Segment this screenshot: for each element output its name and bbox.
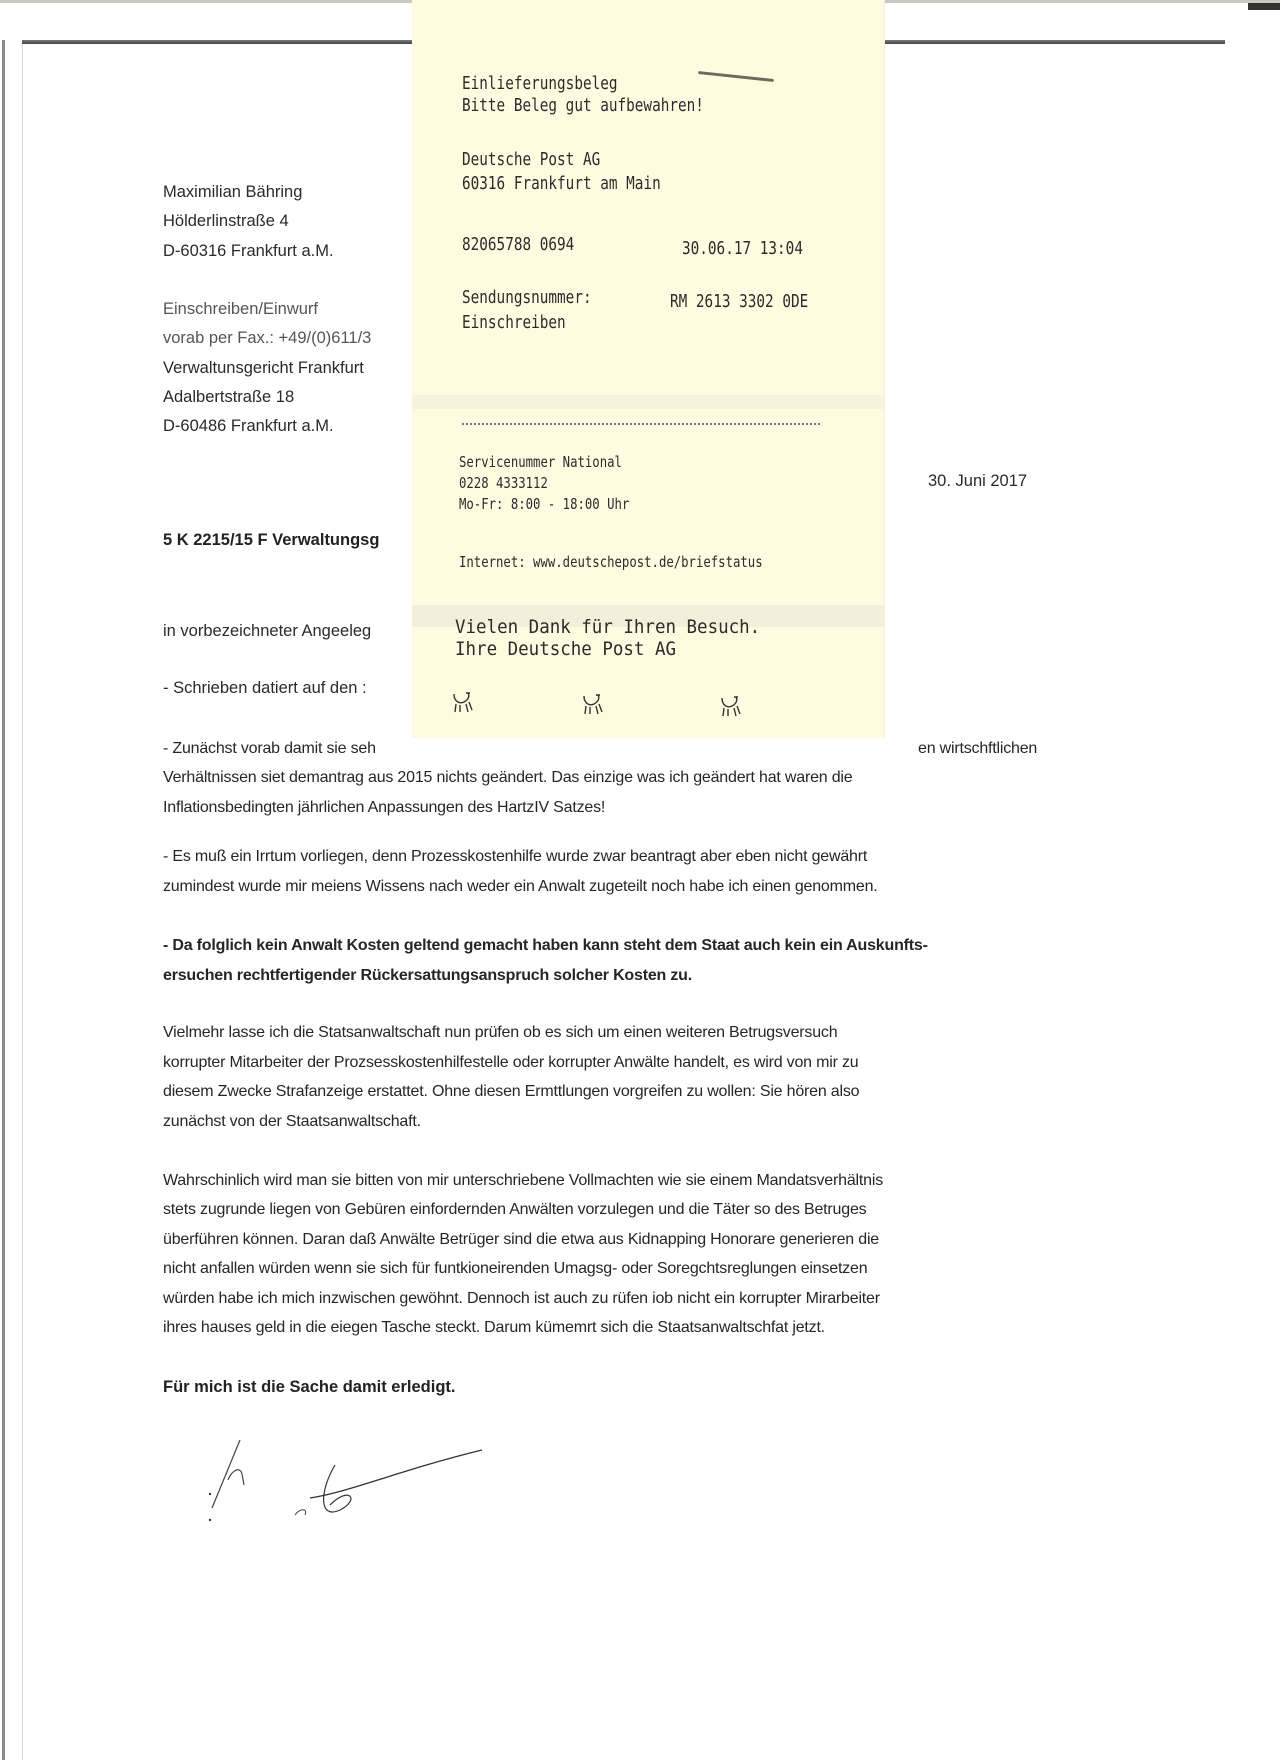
receipt-hours: Mo-Fr: 8:00 - 18:00 Uhr [459,495,630,513]
paragraph-2-line-3: Inflationsbedingten jährlichen Anpassungen des HartzIV Satzes! [163,799,606,816]
receipt-hotline-number: 0228 4333112 [459,474,548,492]
sender-name: Maximilian Bähring [163,183,303,201]
paragraph-3-line-1: - Es muß ein Irrtum vorliegen, denn Prozesskostenhilfe wurde zwar beantragt aber eben nicht gewährt [163,848,868,865]
paragraph-4-line-1: - Da folglich kein Anwalt Kosten geltend gemacht haben kann steht dem Staat auch kein ein Auskunfts- [163,937,928,954]
paragraph-2-line-1-right: en wirtschftlichen [918,740,1038,757]
paragraph-5-line-2: korrupter Mitarbeiter der Prozsesskostenhilfestelle oder korrupter Anwälte handelt, es wird von mir zu [163,1054,859,1071]
receipt-thanks: Vielen Dank für Ihren Besuch. [455,616,761,638]
posthorn-icon [718,694,744,720]
paragraph-1: - Schrieben datiert auf den : [163,679,367,697]
handwritten-signature [200,1430,500,1540]
receipt-tracking-number: RM 2613 3302 0DE [670,292,809,312]
recipient-street: Adalbertstraße 18 [163,388,295,406]
closing-line: Für mich ist die Sache damit erledigt. [163,1378,456,1396]
sender-city: D-60316 Frankfurt a.M. [163,242,334,260]
paragraph-6-line-6: ihres hauses geld in die eiegen Tasche steckt. Darum kümemrt sich die Staatsanwaltschfat jetzt. [163,1319,825,1336]
delivery-method: Einschreiben/Einwurf [163,300,318,318]
receipt-branch: 60316 Frankfurt am Main [462,174,661,194]
receipt-tracking-label: Sendungsnummer: [462,288,592,308]
receipt-internet: Internet: www.deutschepost.de/briefstatus [459,553,763,571]
paragraph-6-line-4: nicht anfallen würden wenn sie sich für funtkioneirenden Umagsg- oder Soregchtsreglungen einsetzen [163,1260,868,1277]
receipt-company: Deutsche Post AG [462,150,601,170]
paragraph-6-line-1: Wahrschinlich wird man sie bitten von mir unterschriebene Vollmachten wie sie einem Mandatsverhältnis [163,1172,883,1189]
receipt-dotted-separator [462,423,820,425]
receipt-service: Einschreiben [462,313,566,333]
paragraph-5-line-1: Vielmehr lasse ich die Statsanwaltschaft nun prüfen ob es sich um einen weiteren Betrugsversuch [163,1024,838,1041]
fax-line: vorab per Fax.: +49/(0)611/3 [163,329,372,347]
paragraph-3-line-2: zumindest wurde mir meiens Wissens nach weder ein Anwalt zugeteilt noch habe ich einen genommen. [163,878,878,895]
receipt-datetime: 30.06.17 13:04 [682,239,803,259]
receipt-terminal-id: 82065788 0694 [462,235,575,255]
letter-date: 30. Juni 2017 [928,472,1028,490]
recipient-name: Verwaltunsgericht Frankfurt [163,359,364,377]
receipt-shadow-band [412,395,884,409]
recipient-city: D-60486 Frankfurt a.M. [163,417,334,435]
posthorn-icon [580,692,606,718]
post-receipt [412,0,884,738]
paragraph-5-line-4: zunächst von der Staatsanwaltschaft. [163,1113,421,1130]
paragraph-6-line-3: überführen können. Daran daß Anwälte Betrüger sind die etwa aus Kidnapping Honorare generieren die [163,1231,879,1248]
receipt-notice: Bitte Beleg gut aufbewahren! [462,96,704,116]
receipt-hotline-label: Servicenummer National [459,453,622,471]
paragraph-2-line-2: Verhältnissen siet demantrag aus 2015 nichts geändert. Das einzige was ich geändert hat waren die [163,769,853,786]
paragraph-6-line-2: stets zugrunde liegen von Gebüren einfordernden Anwälten vorzulegen und die Täter so des Betruges [163,1201,867,1218]
sender-street: Hölderlinstraße 4 [163,212,289,230]
subject-line: 5 K 2215/15 F Verwaltungsg [163,531,380,549]
receipt-title: Einlieferungsbeleg [462,74,618,94]
paragraph-6-line-5: würden habe ich mich inzwischen gewöhnt. Dennoch ist auch zu rüfen iob nicht ein korrupter Mirarbeiter [163,1290,880,1307]
paragraph-2-line-1-left: - Zunächst vorab damit sie seh [163,740,376,757]
paragraph-4-line-2: ersuchen rechtfertigender Rückersattungsanspruch solcher Kosten zu. [163,967,692,984]
receipt-signoff: Ihre Deutsche Post AG [455,638,677,660]
posthorn-icon [450,690,476,716]
paragraph-5-line-3: diesem Zwecke Strafanzeige erstattet. Ohne diesen Ermttlungen vorgreifen zu wollen: Sie hören also [163,1083,860,1100]
salutation-line: in vorbezeichneter Angeeleg [163,622,372,640]
